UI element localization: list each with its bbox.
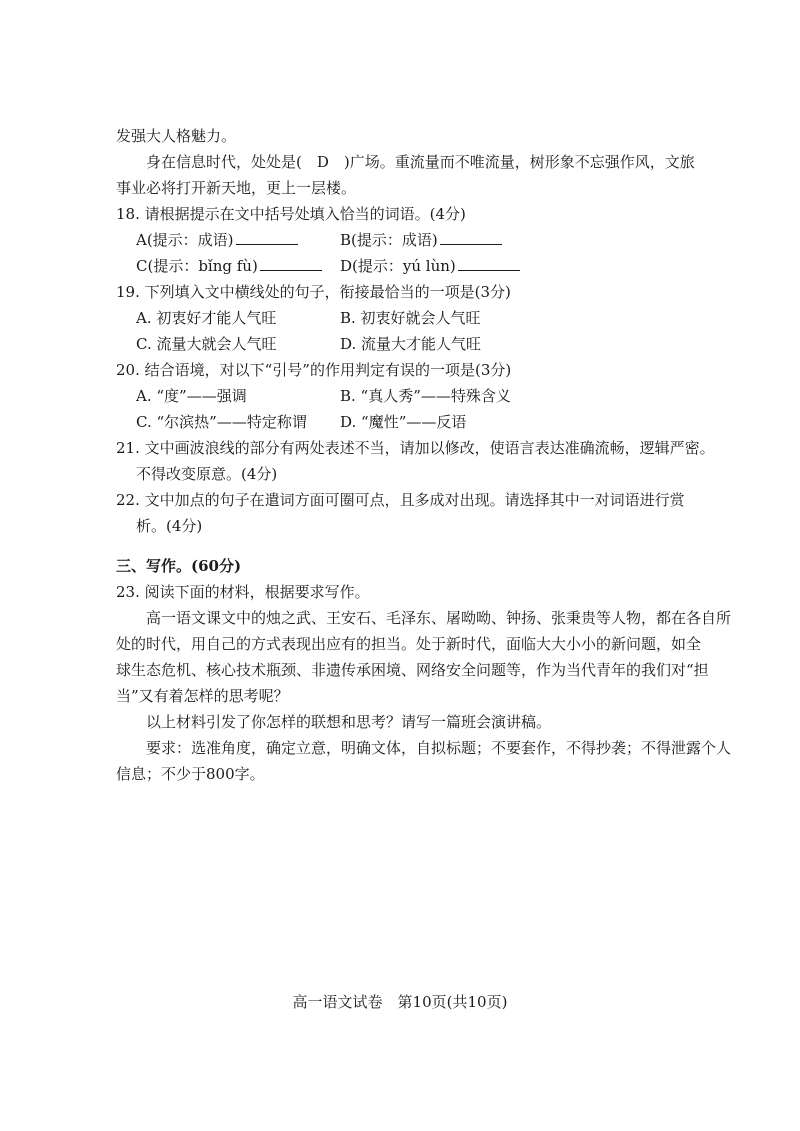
question-22-stem: 22. 文中加点的句子在遣词方面可圈可点，且多成对出现。请选择其中一对词语进行赏 [116,491,685,509]
question-22-stem-cont: 析。(4分) [136,517,203,535]
passage-line: 身在信息时代，处处是( D )广场。重流量而不唯流量，树形象不忘强作风，文旅 [146,153,695,171]
answer-blank[interactable] [458,256,520,271]
passage-line: 发强大人格魅力。 [116,127,237,145]
question-20-stem: 20. 结合语境，对以下“引号”的作用判定有误的一项是(3分) [116,361,512,379]
material-line: 当”又有着怎样的思考呢？ [116,687,289,705]
passage-line: 事业必将打开新天地，更上一层楼。 [116,179,357,197]
question-19-option-d: D. 流量大才能人气旺 [340,335,482,353]
option-label: C(提示：bǐng fù) [136,257,258,275]
material-line: 球生态危机、核心技术瓶颈、非遗传承困境、网络安全问题等，作为当代青年的我们对“担 [116,661,709,679]
question-19-option-c: C. 流量大就会人气旺 [136,335,277,353]
question-20-option-c: C. “尔滨热”——特定称谓 [136,413,307,431]
question-23-stem: 23. 阅读下面的材料，根据要求写作。 [116,583,370,601]
question-19-option-b: B. 初衷好就会人气旺 [340,309,481,327]
option-label: B(提示：成语) [340,231,438,249]
material-line: 高一语文课文中的烛之武、王安石、毛泽东、屠呦呦、钟扬、张秉贵等人物，都在各自所 [146,609,732,627]
question-19-option-a: A. 初衷好才能人气旺 [136,309,277,327]
answer-blank[interactable] [440,230,502,245]
question-20-option-a: A. “度”——强调 [136,387,247,405]
question-18-option-d [340,256,520,276]
question-21-stem-cont: 不得改变原意。(4分) [136,465,278,483]
question-18-option-c [136,256,322,276]
writing-requirements-cont: 信息；不少于800字。 [116,765,265,783]
section-title: 三、写作。(60分) [116,557,242,575]
answer-blank[interactable] [236,230,298,245]
question-19-stem: 19. 下列填入文中横线处的句子，衔接最恰当的一项是(3分) [116,283,511,301]
material-line: 处的时代，用自己的方式表现出应有的担当。处于新时代，面临大大小小的新问题，如全 [116,635,702,653]
option-label: A(提示：成语) [136,231,234,249]
question-20-option-b: B. “真人秀”——特殊含义 [340,387,511,405]
question-21-stem: 21. 文中画波浪线的部分有两处表述不当，请加以修改，使语言表达准确流畅，逻辑严密。 [116,439,715,457]
answer-blank[interactable] [260,256,322,271]
writing-prompt: 以上材料引发了你怎样的联想和思考？请写一篇班会演讲稿。 [146,713,552,731]
question-18-option-b [340,230,502,250]
writing-requirements: 要求：选准角度，确定立意，明确文体，自拟标题；不要套作，不得抄袭；不得泄露个人 [146,739,732,757]
question-18-option-a [136,230,298,250]
question-20-option-d: D. “魔性”——反语 [340,413,467,431]
question-18-stem: 18. 请根据提示在文中括号处填入恰当的词语。(4分) [116,205,466,223]
option-label: D(提示：yú lùn) [340,257,456,275]
page-footer: 高一语文试卷 第10页(共10页) [292,993,508,1011]
